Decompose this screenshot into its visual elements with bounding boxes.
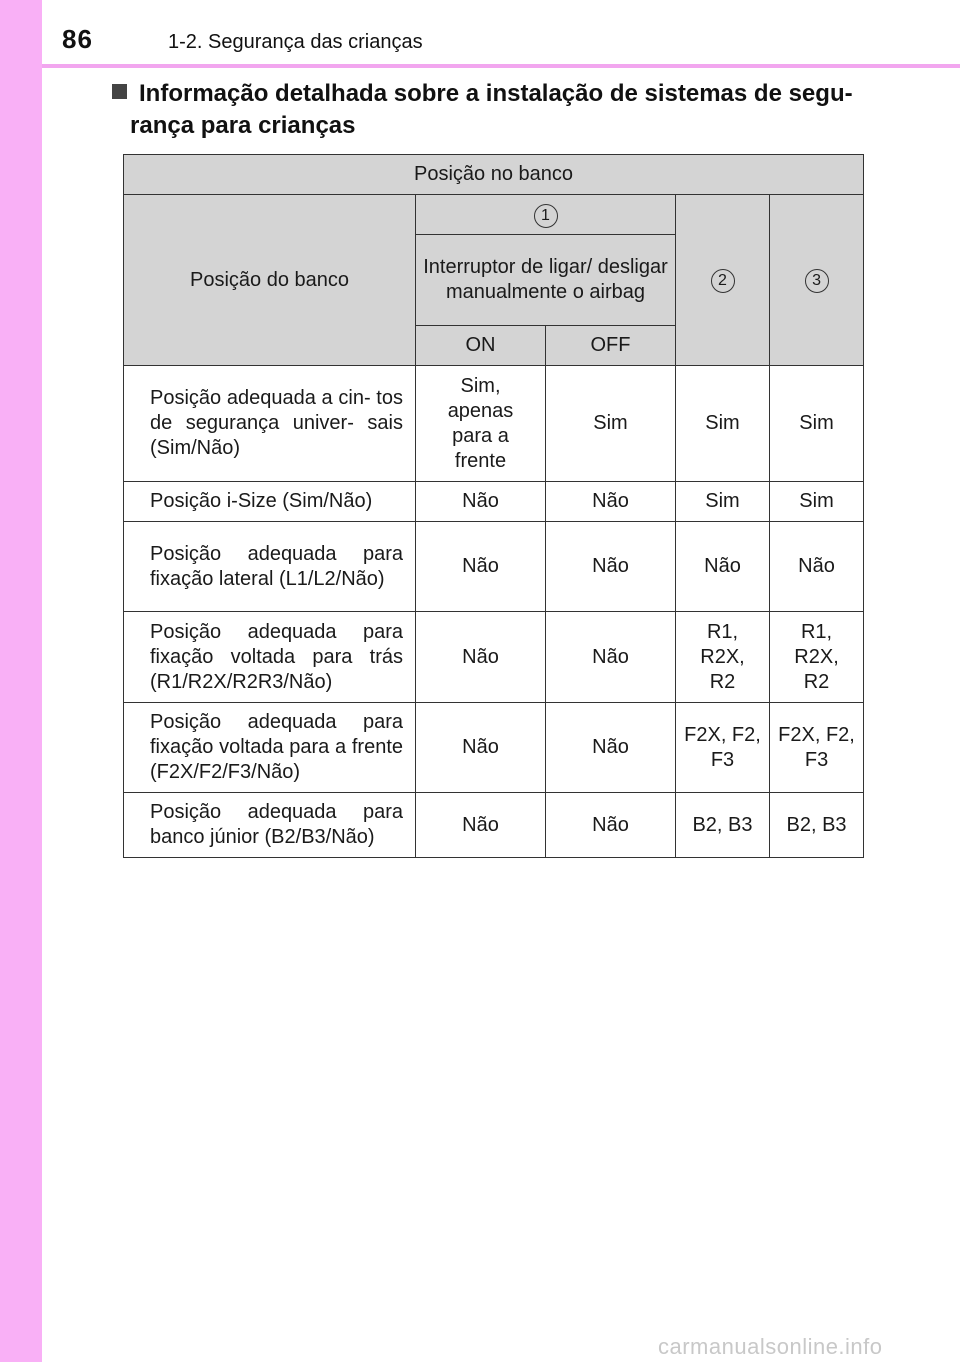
cell-off: Não [546, 522, 676, 612]
cell-seat2: Sim [676, 366, 770, 482]
cell-seat3: Sim [770, 366, 864, 482]
row-label: Posição adequada para banco júnior (B2/B3/Não) [124, 793, 416, 858]
table-row [124, 703, 864, 793]
switch-off-label: OFF [546, 326, 676, 366]
side-color-bar [0, 0, 42, 1362]
table-row [124, 482, 864, 522]
cell-seat3: Não [770, 522, 864, 612]
chapter-title: 1-2. Segurança das crianças [168, 31, 423, 53]
section-heading [112, 78, 872, 142]
section-heading-line1: Informação detalhada sobre a instalação de sistemas de segu- [139, 80, 853, 107]
cell-seat3: R1, R2X, R2 [770, 612, 864, 703]
seat-2-header [676, 195, 770, 366]
cell-seat2: B2, B3 [676, 793, 770, 858]
cell-on: Sim, apenas para a frente [416, 366, 546, 482]
cell-on: Não [416, 793, 546, 858]
cell-seat2: F2X, F2, F3 [676, 703, 770, 793]
seat-number-2: 2 [711, 269, 735, 293]
seat-1-header [416, 195, 676, 235]
square-bullet-icon [112, 84, 127, 99]
table-row [124, 793, 864, 858]
switch-on-label: ON [416, 326, 546, 366]
table-title: Posição no banco [124, 155, 864, 195]
table-row [124, 366, 864, 482]
cell-on: Não [416, 612, 546, 703]
cell-seat2: Sim [676, 482, 770, 522]
cell-seat3: B2, B3 [770, 793, 864, 858]
cell-seat2: R1, R2X, R2 [676, 612, 770, 703]
cell-on: Não [416, 703, 546, 793]
cell-off: Não [546, 793, 676, 858]
table-row [124, 612, 864, 703]
cell-off: Não [546, 703, 676, 793]
cell-off: Não [546, 482, 676, 522]
seat-3-header [770, 195, 864, 366]
row-label: Posição adequada a cin- tos de segurança univer- sais (Sim/Não) [124, 366, 416, 482]
row-label: Posição i-Size (Sim/Não) [124, 482, 416, 522]
cell-on: Não [416, 482, 546, 522]
row-label: Posição adequada para fixação voltada para a frente (F2X/F2/F3/Não) [124, 703, 416, 793]
cell-seat3: F2X, F2, F3 [770, 703, 864, 793]
table-row [124, 522, 864, 612]
seat-number-3: 3 [805, 269, 829, 293]
page-number: 86 [62, 24, 93, 54]
row-label: Posição adequada para fixação lateral (L1/L2/Não) [124, 522, 416, 612]
airbag-switch-label: Interruptor de ligar/ desligar manualmente o airbag [416, 235, 676, 326]
cell-seat2: Não [676, 522, 770, 612]
seat-position-label: Posição do banco [124, 195, 416, 366]
seat-number-1: 1 [534, 204, 558, 228]
header-rule [42, 64, 960, 68]
cell-off: Não [546, 612, 676, 703]
watermark: carmanualsonline.info [658, 1334, 883, 1359]
seat-position-table [123, 154, 864, 858]
cell-off: Sim [546, 366, 676, 482]
cell-on: Não [416, 522, 546, 612]
section-heading-line2: rança para crianças [130, 112, 356, 139]
cell-seat3: Sim [770, 482, 864, 522]
row-label: Posição adequada para fixação voltada para trás (R1/R2X/R2R3/Não) [124, 612, 416, 703]
